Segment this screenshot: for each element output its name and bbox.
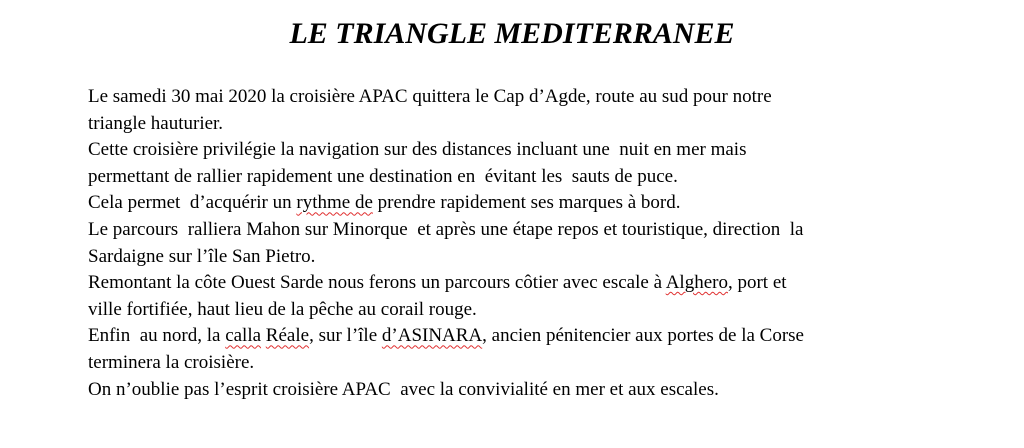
- text-line: Le parcours ralliera Mahon sur Minorque et après une étape repos et touristique, direction la: [88, 218, 804, 240]
- text-line: Cette croisière privilégie la navigation sur des distances incluant une nuit en mer mais: [88, 139, 747, 161]
- text-line: permettant de rallier rapidement une destination en évitant les sauts de puce.: [88, 165, 678, 187]
- spellcheck-flag: calla: [225, 325, 262, 347]
- text-line: triangle hauturier.: [88, 112, 224, 134]
- spellcheck-flag: rythme de: [296, 192, 373, 214]
- text-line: Remontant la côte Ouest Sarde nous ferons un parcours côtier avec escale à Alghero, port et: [88, 272, 787, 294]
- text-line: On n’oublie pas l’esprit croisière APAC avec la convivialité en mer et aux escales.: [88, 378, 719, 400]
- spellcheck-flag: d’ASINARA: [381, 325, 483, 347]
- document-title: LE TRIANGLE MEDITERRANEE: [289, 17, 735, 50]
- spellcheck-flag: Réale: [265, 325, 310, 347]
- document-body: [88, 84, 1008, 403]
- text-line: Sardaigne sur l’île San Pietro.: [88, 245, 316, 267]
- text-line: Enfin au nord, la calla Réale, sur l’île d’ASINARA, ancien pénitencier aux portes de la Corse: [88, 325, 804, 347]
- text-line: Cela permet d’acquérir un rythme de prendre rapidement ses marques à bord.: [88, 192, 681, 214]
- text-line: terminera la croisière.: [88, 351, 255, 373]
- text-line: Le samedi 30 mai 2020 la croisière APAC quittera le Cap d’Agde, route au sud pour notre: [88, 86, 772, 107]
- text-line: ville fortifiée, haut lieu de la pêche au corail rouge.: [88, 298, 477, 320]
- spellcheck-flag: Alghero: [665, 272, 728, 294]
